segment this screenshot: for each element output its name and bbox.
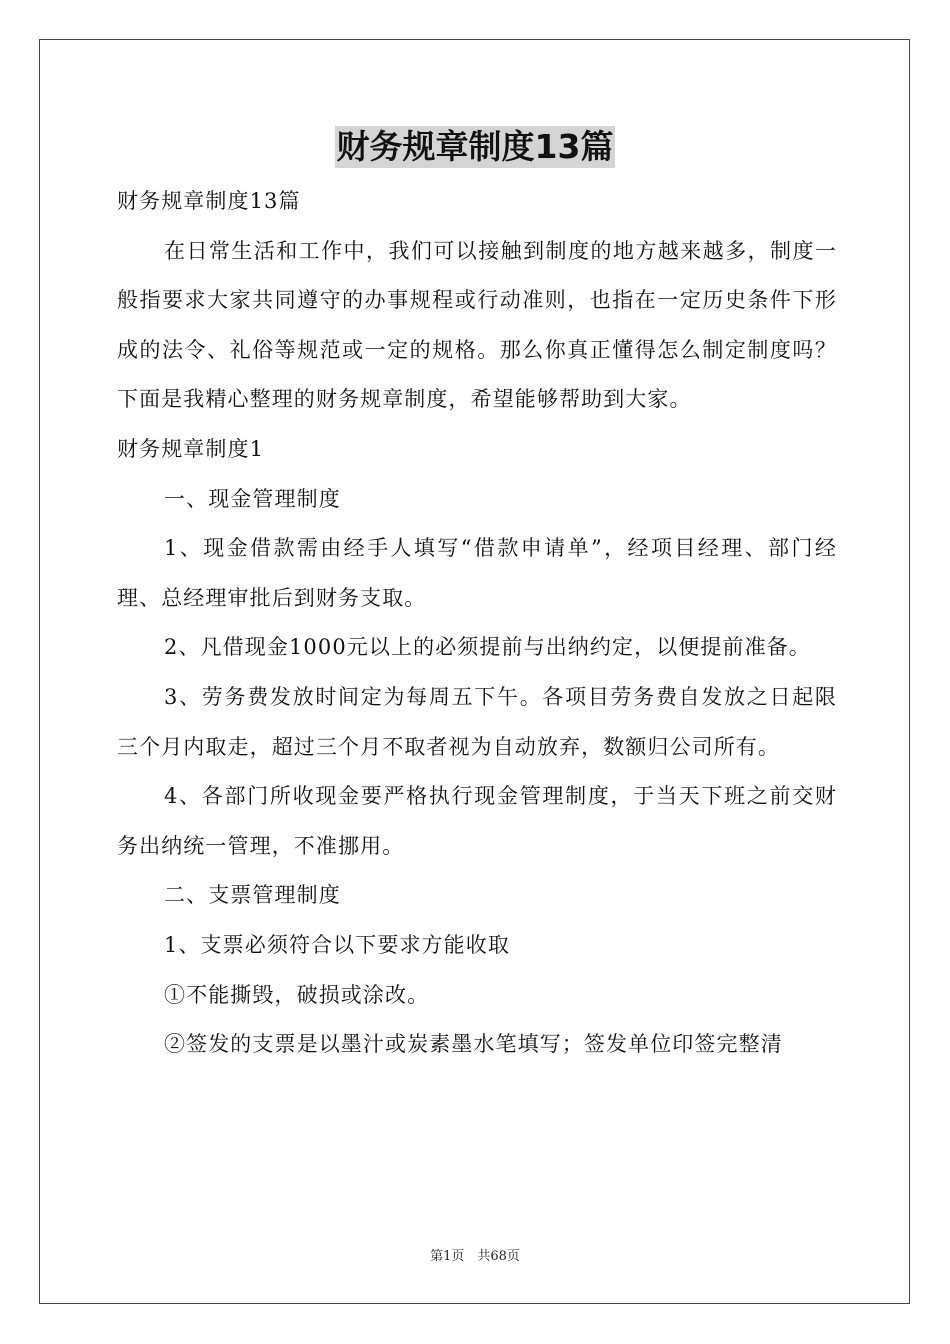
page-number-label: 第1页 共68页 — [430, 1249, 520, 1264]
section-heading: 财务规章制度1 — [117, 436, 265, 461]
body-paragraph: 4、各部门所收现金要严格执行现金管理制度，于当天下班之前交财务出纳统一管理，不准挪用。 — [117, 784, 837, 858]
body-paragraph: 1、支票必须符合以下要求方能收取 — [164, 932, 510, 957]
body-paragraph: 1、现金借款需由经手人填写“借款申请单”，经项目经理、部门经理、总经理审批后到财务支取。 — [117, 536, 837, 610]
page-footer — [0, 1249, 950, 1265]
intro-paragraph: 在日常生活和工作中，我们可以接触到制度的地方越来越多，制度一般指要求大家共同遵守的办事规程或行动准则，也指在一定历史条件下形成的法令、礼俗等规范或一定的规格。那么你真正懂得怎么制定制度吗？下面是我精心整理的财务规章制度，希望能够帮助到大家。 — [117, 238, 837, 412]
title-container — [0, 126, 950, 168]
document-title: 财务规章制度13篇 — [336, 127, 614, 166]
subtitle-line: 财务规章制度13篇 — [117, 189, 301, 213]
body-paragraph: 2、凡借现金1000元以上的必须提前与出纳约定，以便提前准备。 — [164, 635, 811, 660]
subsection-heading: 二、支票管理制度 — [164, 883, 341, 908]
subsection-heading: 一、现金管理制度 — [164, 486, 341, 511]
document-body — [117, 177, 837, 1070]
body-paragraph: ②签发的支票是以墨汁或炭素墨水笔填写；签发单位印签完整清 — [164, 1032, 783, 1057]
body-paragraph: 3、劳务费发放时间定为每周五下午。各项目劳务费自发放之日起限三个月内取走，超过三个月不取者视为自动放弃，数额归公司所有。 — [117, 684, 837, 759]
body-paragraph: ①不能撕毁，破损或涂改。 — [164, 982, 430, 1007]
